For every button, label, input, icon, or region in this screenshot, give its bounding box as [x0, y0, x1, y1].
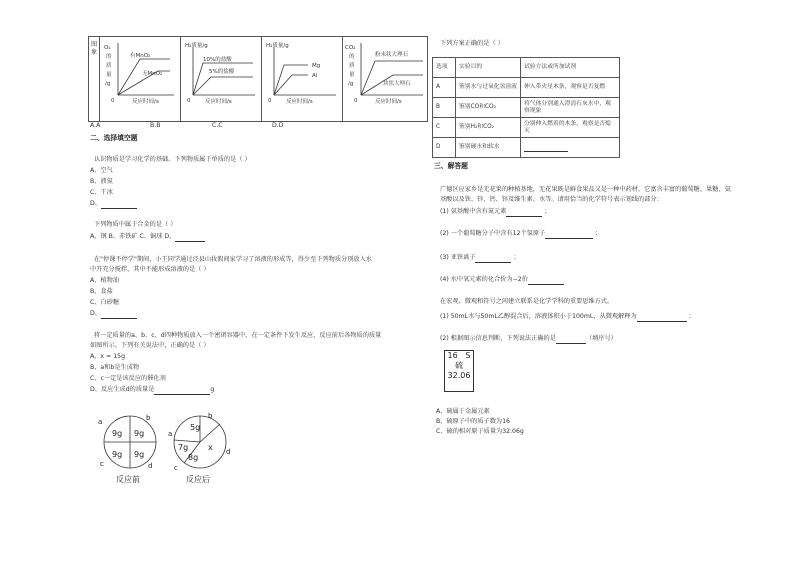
q3-option-d: D、	[90, 310, 101, 317]
row-a-option: A	[433, 78, 456, 98]
graph-option-b: B.B	[150, 122, 161, 129]
graph-4-y-label-5: /g	[348, 81, 354, 87]
graph-cell-2	[181, 37, 262, 122]
pie-before-caption: 反应前	[116, 475, 140, 484]
graph-1	[100, 37, 180, 117]
graph-2-x-label: 反应时间/s	[205, 99, 232, 105]
row-b-option: B	[433, 98, 456, 118]
p2-sub-2-tail: （填序号）	[585, 335, 617, 342]
p1-line-2: 基酸以及铁、锌、钙、锌及维生素、水等。请用恰当的化学符号表示划线的部分：	[440, 196, 663, 203]
p1-line-1: 广德区应家乡是无花果的种植基地，无花果既是鲜食果品又是一种中药材，它富含丰富的葡萄糖、果糖、氨	[440, 186, 731, 193]
graph-4-line-1-label: 粉末状大理石	[375, 52, 409, 58]
row-d-method-cell	[521, 138, 620, 158]
row-c-option: C	[433, 118, 456, 138]
p2-sub-2: (2) 根据图示信息判断，下列说法正确的是	[440, 335, 556, 342]
graph-cell-3	[262, 37, 343, 122]
pie-before-label-a: a	[98, 418, 103, 426]
pie-before-value-c: 9g	[112, 450, 123, 459]
q1-option-d: D、	[90, 200, 101, 207]
graph-cell-4	[343, 37, 428, 122]
q1-option-b: B、液氮	[90, 178, 113, 185]
options-table-header	[433, 58, 620, 78]
graph-3-line-1	[274, 65, 308, 95]
graph-3-title: H₂质量/g	[266, 43, 289, 49]
graph-1-y-label-3: 质	[106, 63, 112, 69]
pie-after-radius-left	[174, 440, 200, 442]
element-card	[444, 350, 474, 392]
pie-before	[98, 414, 156, 484]
header-option: 选项	[433, 58, 456, 78]
row-a-method: 伸入带火星木条，观察是否复燃	[521, 78, 620, 98]
sub-1-row: (1) 氨基酸中含有氮元素 ；	[440, 208, 551, 215]
q2-blank	[175, 233, 205, 242]
graph-option-d: D.D	[272, 122, 284, 129]
pie-after-value-b: 5g	[190, 423, 201, 432]
graph-1-line-2-label: 无MnO₂	[142, 71, 163, 77]
graph-4-origin: 0	[354, 98, 358, 104]
element-option-c: C、硫的相对原子质量为32.06g	[436, 428, 524, 435]
graph-3-x-label: 反应时间/s	[286, 99, 313, 105]
q3-option-d-row	[90, 310, 137, 319]
graph-1-line-1	[118, 59, 170, 95]
element-option-b: B、硫原子中的质子数为16	[436, 418, 510, 425]
pie-before-label-b: b	[146, 414, 151, 422]
row-c-method: 分别伸入燃着的木条，观察是否熄灭	[521, 118, 620, 138]
row-d-method-blank	[524, 144, 568, 152]
pie-after	[168, 412, 230, 484]
pie-after-value-a: 7g	[178, 443, 189, 452]
element-name: 硫	[455, 361, 463, 370]
sub-2-blank	[545, 230, 593, 239]
graph-2-line-2	[193, 77, 253, 95]
row-d-goal: 鉴别硬水和软水	[456, 138, 521, 158]
q3-option-c: C、白砂糖	[90, 299, 120, 306]
q3-line-2: 中开充分搅拌，其中不能形成溶液的是（ ）	[90, 266, 210, 273]
pie-after-value-c: 8g	[188, 453, 199, 462]
table-question: 下列方案正确的是（ ）	[440, 40, 504, 47]
graph-3-origin: 0	[268, 98, 272, 104]
graph-4-y-label-2: 的	[349, 54, 355, 60]
element-option-a: A、硫属于金属元素	[436, 408, 490, 415]
q4-unit: g	[210, 386, 215, 393]
sub-2-row: (2) 一个葡萄糖分子中含有12个氢原子 ；	[440, 230, 602, 237]
table-row	[433, 118, 620, 138]
q4-blank	[154, 386, 210, 395]
q1-blank	[101, 200, 137, 209]
sub-2: (2) 一个葡萄糖分子中含有12个氢原子	[440, 230, 546, 237]
graph-1-y-label-5: /g	[105, 81, 111, 87]
q4-line-2: 如图所示。下列有关说法中，正确的是（ ）	[90, 342, 210, 349]
row-d-option: D	[433, 138, 456, 158]
pie-after-value-x: x	[208, 443, 213, 452]
table-row	[433, 78, 620, 98]
graph-4-y-label-4: 量	[349, 72, 355, 78]
table-row	[433, 98, 620, 118]
graph-2-line-1-label: 10%的盐酸	[203, 57, 232, 63]
graph-1-y-label-4: 量	[106, 72, 112, 78]
pie-diagrams	[96, 410, 246, 485]
graph-4-y-label-1: CO₂	[345, 45, 356, 51]
graph-3-line-2	[274, 75, 308, 95]
graph-1-line-1-label: 有MnO₂	[130, 53, 151, 59]
sub-4: (4) 水中氧元素的化合价为−2价	[440, 276, 528, 283]
graph-cell-1	[100, 37, 181, 122]
graph-4	[343, 37, 427, 117]
pie-after-label-b: b	[208, 412, 213, 420]
p2-sub-1: (1) 50mL水与50mL乙醇混合后，溶液体积小于100mL，从微观解释为	[440, 313, 637, 320]
q3-option-a: A、植物油	[90, 277, 119, 284]
graph-1-y-label-2: 的	[106, 54, 112, 60]
sub-3: (3) 亚铁离子	[440, 254, 476, 261]
p2-sub-2-blank	[556, 335, 586, 344]
header-goal: 实验目的	[456, 58, 521, 78]
q4-option-a: A、x = 15g	[90, 353, 126, 360]
graph-2-title: H₂质量/g	[185, 43, 208, 49]
graph-option-a: A.A	[90, 122, 101, 129]
graph-2-line-1	[193, 63, 253, 95]
q3-option-b: B、食盐	[90, 288, 113, 295]
graph-3-line-1-label: Mg	[312, 63, 321, 69]
pie-before-value-a: 9g	[112, 429, 123, 438]
graph-2-line-2-label: 5%的盐酸	[209, 69, 235, 75]
graph-option-c: C.C	[212, 122, 223, 129]
graph-3	[262, 37, 342, 117]
pie-after-label-d: d	[226, 448, 231, 456]
section-3-heading: 三、解答题	[434, 162, 468, 170]
p2-sub-2-row	[440, 335, 617, 344]
graph-3-line-2-label: Al	[312, 73, 318, 79]
q2-stem: 下列物质中属于合金的是（ ）	[94, 221, 177, 228]
graph-4-x-label: 反应时间/s	[375, 99, 402, 105]
q1-option-a: A、空气	[90, 167, 113, 174]
pie-after-radius-right	[200, 424, 220, 442]
pie-after-label-c: c	[174, 464, 178, 472]
q4-option-b: B、a和b是生成物	[90, 364, 140, 371]
graph-table	[88, 36, 428, 122]
pie-before-value-b: 9g	[134, 429, 145, 438]
graph-4-line-1	[361, 61, 423, 95]
row-a-goal: 鉴别水与过氧化氢溶液	[456, 78, 521, 98]
pie-after-caption: 反应后	[186, 475, 210, 484]
row-b-goal: 鉴别CO和CO₂	[456, 98, 521, 118]
graph-4-y-label-3: 质	[349, 63, 355, 69]
sub-1: (1) 氨基酸中含有氮元素	[440, 208, 507, 215]
p2-sub-1-blank	[637, 313, 687, 322]
pie-before-value-d: 9g	[134, 450, 145, 459]
q3-line-1: 在"停课不停学"期间，小王同学通过泾县山妆假间家学习了溶液的形成等，得少至下列物质分别放入水	[94, 256, 372, 263]
header-method: 试验方法或所加试剂	[521, 58, 620, 78]
pie-after-label-a: a	[168, 430, 173, 438]
q1-option-d-row	[90, 200, 137, 209]
graph-row-label: 图象	[91, 41, 98, 56]
row-b-method: 将气体分别通入澄清石灰水中，观察现象	[521, 98, 620, 118]
section-2-heading: 二、选择填空题	[90, 134, 138, 142]
pie-before-label-d: d	[148, 462, 153, 470]
pie-before-label-c: c	[100, 460, 104, 468]
p2-sub-1-row: (1) 50mL水与50mL乙醇混合后，溶液体积小于100mL，从微观解释为 ；	[440, 313, 695, 320]
sub-1-blank	[506, 208, 542, 217]
graph-row-label-cell	[89, 37, 100, 122]
sub-3-row: (3) 亚铁离子 ；	[440, 254, 520, 261]
element-number: 16	[447, 351, 458, 360]
graph-1-y-label-1: O₂	[104, 45, 111, 51]
sub-4-row	[440, 276, 564, 285]
graph-4-line-2-label: 块状大理石	[383, 81, 411, 87]
element-mass: 32.06	[447, 371, 471, 380]
element-symbol: S	[465, 351, 471, 360]
q1-stem: 认识物质是学习化学的基础。下列物质属于单质的是（ ）	[94, 156, 251, 163]
graph-1-origin: 0	[111, 98, 115, 104]
q3-blank	[101, 310, 137, 319]
q4-option-d-row	[90, 386, 214, 395]
q4-option-d: D、反应生成d的质量是	[90, 386, 155, 393]
graph-2	[181, 37, 261, 117]
sub-4-blank	[528, 276, 564, 285]
q1-option-c: C、干冰	[90, 189, 113, 196]
element-number-symbol	[445, 351, 473, 361]
q2-options: A、钢 B、赤铁矿 C、铜球 D、	[90, 233, 176, 240]
sub-3-blank	[475, 254, 511, 263]
row-c-goal: 鉴别H₂和CO₂	[456, 118, 521, 138]
p2-intro: 在宏观、微观和符号之间建立联系是化学学科的重要思维方式。	[440, 298, 614, 305]
q4-line-1: 将一定质量的a、b、c、d四种物质放入一个密闭容器中，在一定条件下发生反应，反应前后各物质的质量	[94, 332, 382, 339]
graph-1-x-label: 反应时间/s	[132, 99, 159, 105]
q4-option-c: C、c一定是该反应的催化剂	[90, 375, 166, 382]
table-row	[433, 138, 620, 158]
options-table	[432, 57, 620, 158]
graph-2-origin: 0	[187, 98, 191, 104]
q2-options-row	[90, 233, 205, 242]
